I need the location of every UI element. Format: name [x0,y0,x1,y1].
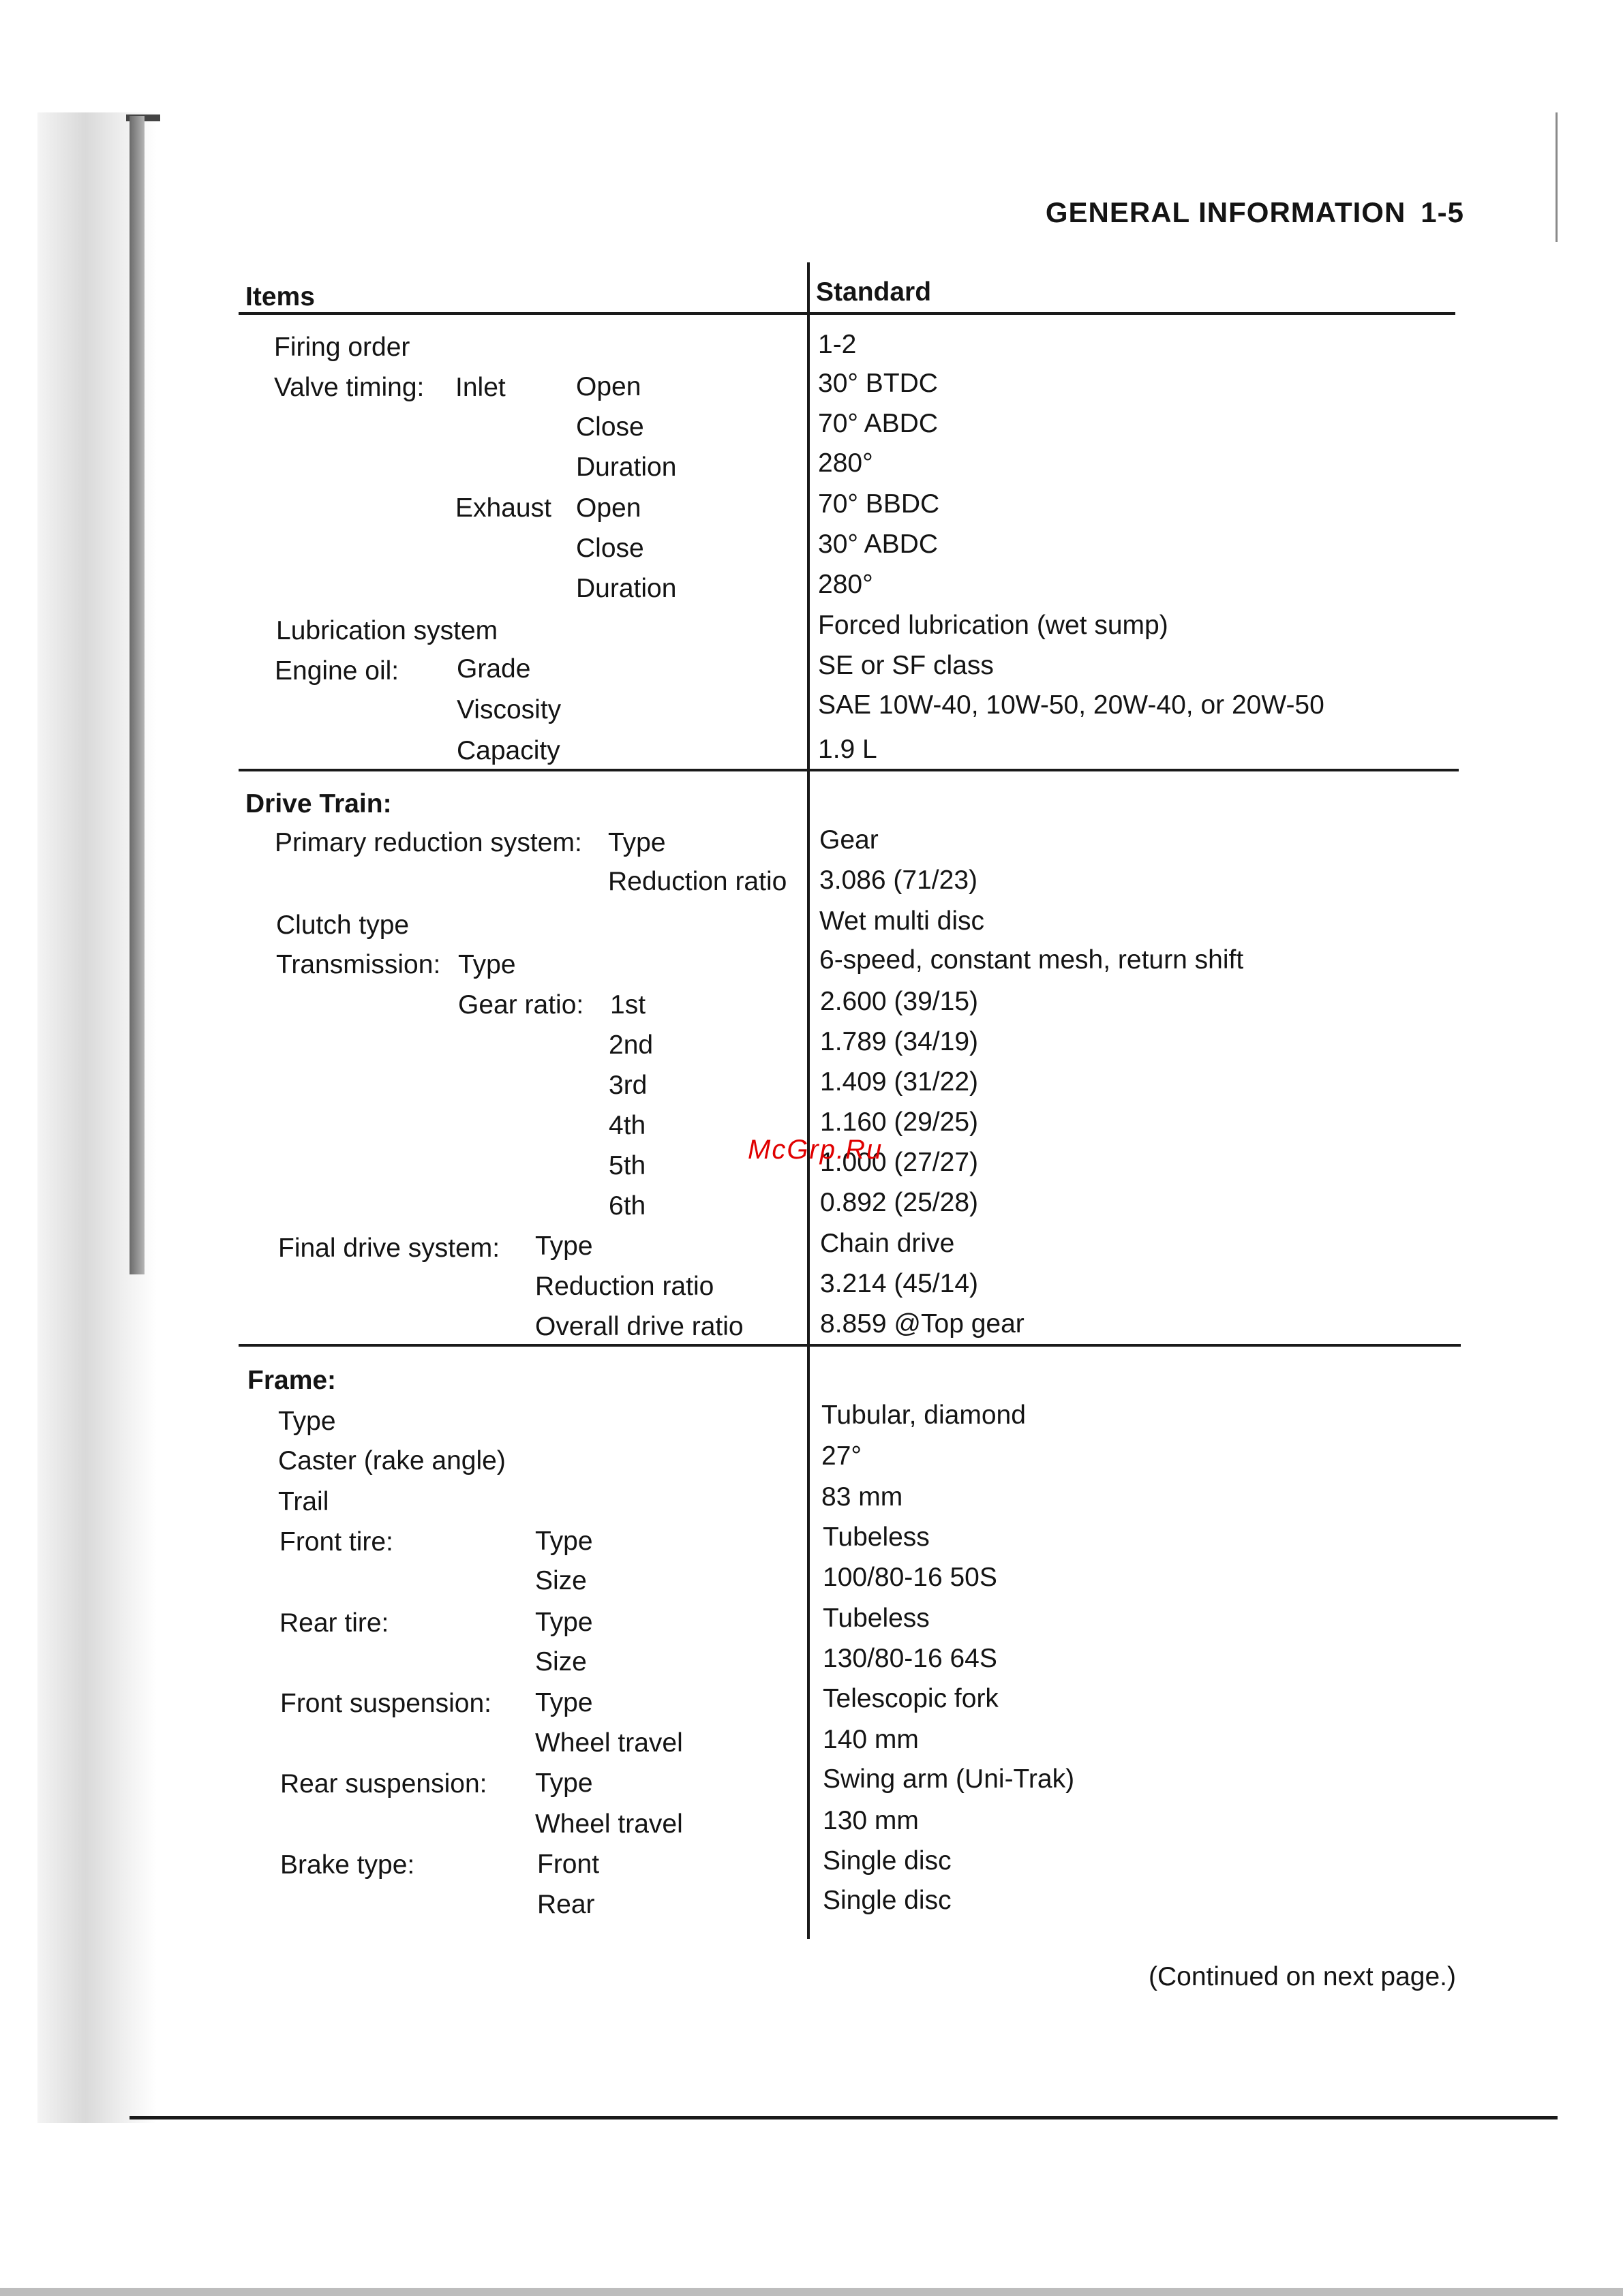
row-value: 27° [821,1441,862,1471]
row-value: SAE 10W-40, 10W-50, 20W-40, or 20W-50 [818,690,1324,720]
row-label: Primary reduction system: [275,828,582,857]
row-sublabel: Gear ratio: [458,990,584,1020]
row-label: Type [278,1407,336,1436]
gear-label: 5th [609,1151,646,1180]
row-value: 280° [818,448,873,478]
section-title: GENERAL INFORMATION [1045,196,1406,228]
section-rule [239,1344,1461,1347]
row-label: Clutch type [276,910,410,940]
row-sublabel: Open [576,493,641,523]
column-header-standard: Standard [816,277,932,307]
gear-label: 3rd [609,1071,648,1100]
section-heading: Frame: [247,1366,337,1395]
row-value: 70° BBDC [818,489,940,519]
row-sublabel: Type [535,1527,593,1556]
page-bottom-rule [130,2116,1558,2119]
gear-label: 2nd [609,1030,654,1060]
page-header [1046,196,1464,229]
row-value: 6-speed, constant mesh, return shift [819,945,1244,975]
row-label: Front tire: [279,1527,393,1557]
row-sublabel: Type [535,1231,593,1261]
row-sublabel: Overall drive ratio [535,1312,744,1341]
row-sublabel: Reduction ratio [535,1272,714,1301]
row-sublabel: Rear [537,1890,595,1919]
row-value: 83 mm [821,1482,903,1512]
section-heading: Drive Train: [245,789,392,818]
row-sublabel: Duration [576,574,677,603]
row-sublabel: Viscosity [457,695,562,724]
gear-label: 6th [609,1191,646,1221]
row-sublabel: Capacity [457,736,560,765]
column-divider [807,262,810,1939]
column-header-items: Items [245,282,315,311]
row-label: Firing order [274,333,410,362]
row-value: 30° BTDC [818,369,938,398]
gear-value: 1.160 (29/25) [820,1107,979,1137]
row-label: Transmission: [276,950,441,979]
row-sublabel: Type [535,1608,593,1637]
row-value: 130 mm [823,1806,919,1835]
gear-value: 2.600 (39/15) [820,987,979,1016]
row-sublabel: Exhaust [455,493,551,523]
row-sublabel: Open [576,372,641,401]
gear-value: 1.789 (34/19) [820,1027,979,1056]
page-edge [1556,112,1558,242]
row-sublabel: Duration [576,453,677,482]
row-label: Brake type: [280,1850,415,1880]
row-label: Rear suspension: [280,1769,487,1798]
row-value: Tubular, diamond [821,1400,1026,1430]
row-value: 30° ABDC [818,530,939,559]
row-sublabel: Inlet [455,373,506,402]
row-value: Gear [819,825,879,855]
row-value: 100/80-16 50S [823,1563,997,1592]
binding-edge [130,116,145,1274]
row-label: Final drive system: [278,1234,500,1263]
row-label: Trail [278,1487,329,1516]
row-sublabel: Close [576,534,644,563]
row-label: Valve timing: [274,373,425,402]
row-value: 8.859 @Top gear [820,1309,1025,1338]
row-sublabel: Close [576,412,644,442]
gear-label: 4th [609,1111,646,1140]
row-sublabel: Type [535,1769,593,1798]
gear-value: 1.409 (31/22) [820,1067,979,1097]
row-sublabel: Type [535,1688,593,1717]
row-label: Lubrication system [276,616,498,645]
watermark: McGrp.Ru [748,1135,883,1165]
row-value: 3.086 (71/23) [819,866,978,895]
row-value: SE or SF class [818,651,994,680]
gear-value: 0.892 (25/28) [820,1188,979,1217]
row-value: Single disc [823,1846,952,1876]
row-sublabel: Wheel travel [535,1809,683,1839]
row-value: Forced lubrication (wet sump) [818,611,1168,640]
row-label: Front suspension: [280,1689,492,1718]
row-value: 70° ABDC [818,409,939,438]
row-sublabel: Size [535,1566,587,1595]
row-value: Swing arm (Uni-Trak) [823,1764,1075,1794]
row-value: 280° [818,570,873,599]
row-value: 140 mm [823,1725,919,1754]
scan-border [0,2288,1623,2296]
row-sublabel: Wheel travel [535,1728,683,1758]
gear-label: 1st [610,990,646,1020]
row-value: Chain drive [820,1229,955,1258]
row-value: Single disc [823,1886,952,1915]
page-number: 1-5 [1421,196,1464,228]
row-value: 1-2 [818,330,857,359]
gear-value: 1.000 (27/27) [820,1148,979,1177]
row-value: 130/80-16 64S [823,1644,997,1673]
row-value: 1.9 L [818,735,877,764]
row-sublabel: Reduction ratio [608,867,787,896]
row-label: Engine oil: [275,656,399,686]
row-value: 3.214 (45/14) [820,1269,979,1298]
continued-note: (Continued on next page.) [1149,1962,1456,1991]
row-label: Rear tire: [279,1608,389,1638]
row-sublabel: Type [458,950,516,979]
row-label: Caster (rake angle) [278,1446,506,1475]
section-rule [239,769,1459,771]
row-sublabel: Type [608,828,666,857]
row-value: Telescopic fork [823,1684,999,1713]
row-sublabel: Size [535,1647,587,1677]
row-value: Tubeless [823,1522,930,1552]
row-value: Wet multi disc [819,906,984,936]
row-sublabel: Grade [457,654,531,684]
row-value: Tubeless [823,1604,930,1633]
row-sublabel: Front [537,1850,600,1879]
header-rule [239,312,1455,315]
